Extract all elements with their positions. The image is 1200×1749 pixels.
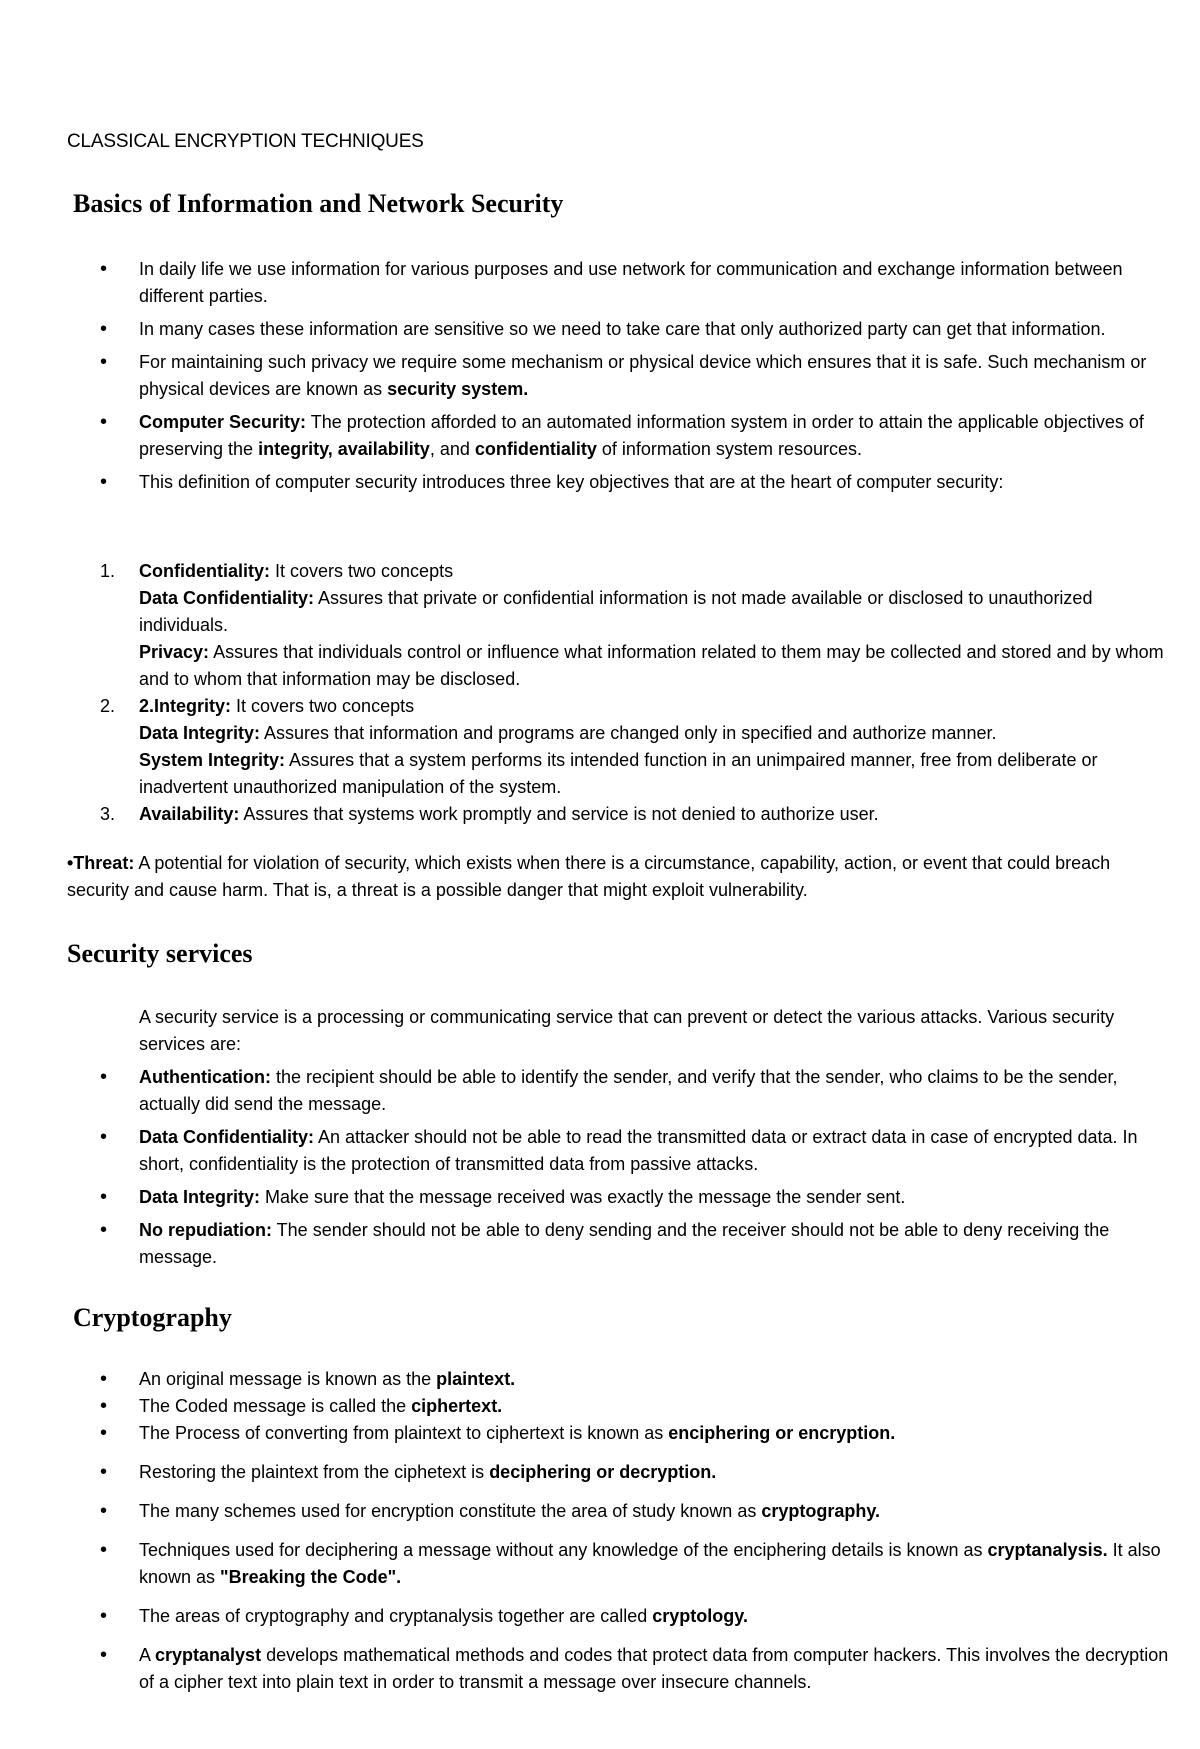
- heading-basics: Basics of Information and Network Security: [73, 189, 564, 218]
- objectives-numbered-list: [0, 558, 1200, 828]
- basics-bullet-list: [0, 256, 1200, 496]
- cryptography-list: [0, 1366, 1200, 1696]
- list-item: 2. 2.Integrity: It covers two concepts Data Integrity: Assures that information and programs are changed only in specified and authorize manner. System Integrity: Assures that a system performs its intended function in an unimpaired manner, free from deliberate or inadvertent unauthorized manipulation of the system.: [100, 696, 1098, 797]
- list-item: 3. Availability: Assures that systems work promptly and service is not denied to authorize user.: [100, 804, 879, 824]
- list-item: 1. Confidentiality: It covers two concepts Data Confidentiality: Assures that private or confidential information is not made available or disclosed to unauthorized individuals. Privacy: Assures that individuals control or influence what information related to them may be collected and stored and by whom and to whom that information may be disclosed.: [100, 561, 1164, 689]
- list-item: • Computer Security: The protection afforded to an automated information system in order to attain the applicable objectives of preserving the integrity, availability, and confidentiality of information system resources.: [0, 409, 1200, 463]
- list-item: • Data Confidentiality: An attacker should not be able to read the transmitted data or extract data in case of encrypted data. In short, confidentiality is the protection of transmitted data from passive attacks.: [0, 1124, 1200, 1178]
- list-item: • The Process of converting from plaintext to ciphertext is known as enciphering or encryption.: [0, 1420, 1200, 1447]
- list-item: • For maintaining such privacy we require some mechanism or physical device which ensures that it is safe. Such mechanism or physical devices are known as security system.: [0, 349, 1200, 403]
- document-title: CLASSICAL ENCRYPTION TECHNIQUES: [67, 131, 424, 152]
- security-services-list: [0, 1064, 1200, 1271]
- list-item: • This definition of computer security introduces three key objectives that are at the heart of computer security:: [0, 469, 1200, 496]
- list-item: • The many schemes used for encryption constitute the area of study known as cryptography.: [0, 1498, 1200, 1525]
- list-item: • The Coded message is called the ciphertext.: [0, 1393, 1200, 1420]
- list-item: • Authentication: the recipient should be able to identify the sender, and verify that the sender, who claims to be the sender, actually did send the message.: [0, 1064, 1200, 1118]
- list-item: • An original message is known as the plaintext.: [0, 1366, 1200, 1393]
- list-item: • Data Integrity: Make sure that the message received was exactly the message the sender sent.: [0, 1184, 1200, 1211]
- list-item: • The areas of cryptography and cryptanalysis together are called cryptology.: [0, 1603, 1200, 1630]
- security-services-intro: A security service is a processing or communicating service that can prevent or detect the various attacks. Various security services are:: [139, 1007, 1115, 1054]
- threat-paragraph: •Threat: A potential for violation of security, which exists when there is a circumstance, capability, action, or event that could breach security and cause harm. That is, a threat is a possible danger that might exploit vulnerability.: [67, 853, 1111, 900]
- list-item: • No repudiation: The sender should not be able to deny sending and the receiver should not be able to deny receiving the message.: [0, 1217, 1200, 1271]
- list-item: • In daily life we use information for various purposes and use network for communication and exchange information between different parties.: [0, 256, 1200, 310]
- list-item: • Techniques used for deciphering a message without any knowledge of the enciphering details is known as cryptanalysis. It also known as "Breaking the Code".: [0, 1537, 1200, 1591]
- heading-cryptography: Cryptography: [73, 1303, 232, 1332]
- heading-security-services: Security services: [67, 939, 253, 968]
- list-item: • Restoring the plaintext from the ciphetext is deciphering or decryption.: [0, 1459, 1200, 1486]
- list-item: • A cryptanalyst develops mathematical methods and codes that protect data from computer hackers. This involves the decryption of a cipher text into plain text in order to transmit a message over insecure channels.: [0, 1642, 1200, 1696]
- list-item: • In many cases these information are sensitive so we need to take care that only authorized party can get that information.: [0, 316, 1200, 343]
